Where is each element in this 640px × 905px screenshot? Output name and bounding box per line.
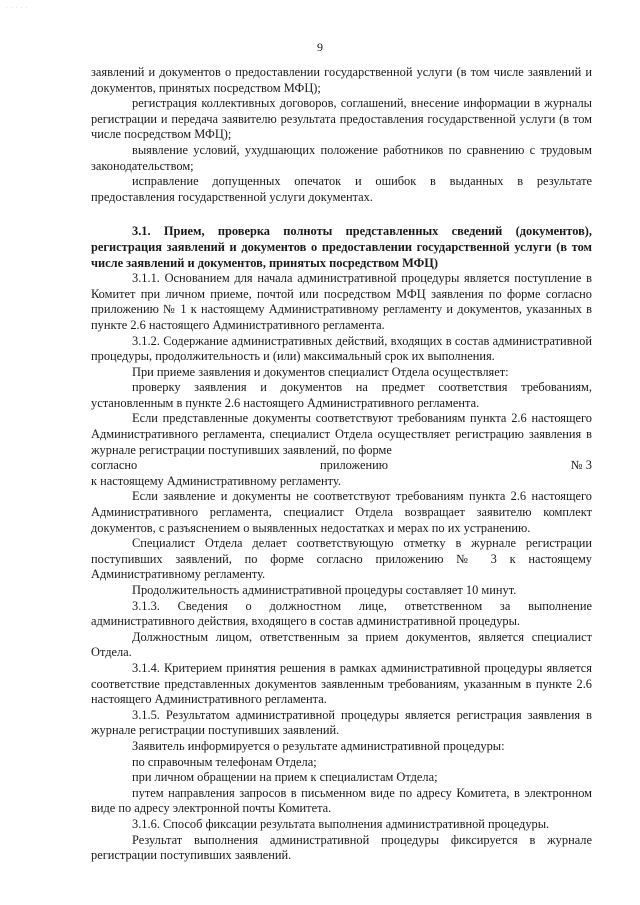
paragraph: выявление условий, ухудшающих положение работников по сравнению с трудовым законодательством;	[91, 142, 592, 173]
paragraph: 3.1.1. Основанием для начала административной процедуры является поступление в Комитет при личном приеме, почтой или посредством МФЦ заявления по форме согласно приложению № 1 к настоящему Административному регламенту и документов, указанных в пункте 2.6 настоящего Административного регламента.	[91, 271, 592, 332]
section-heading: 3.1. Прием, проверка полноты представленных сведений (документов), регистрация заявлений и документов о предоставлении государственной услуги (в том числе заявлений и документов, принятых посредством МФЦ)	[91, 224, 592, 270]
paragraph: при личном обращении на прием к специалистам Отдела;	[132, 770, 438, 785]
paragraph: к настоящему Административному регламенту.	[91, 473, 341, 488]
spread-word: согласно	[91, 458, 138, 473]
paragraph: 3.1.4. Критерием принятия решения в рамках административной процедуры является соответствие представленных документов заявленным требованиям, указанным в пункте 2.6 настоящего Административного регламента.	[91, 660, 592, 707]
page-number: 9	[317, 40, 323, 54]
paragraph: Должностным лицом, ответственным за прием документов, является специалист Отдела.	[91, 629, 592, 660]
paragraph: 3.1.3. Сведения о должностном лице, ответственном за выполнение административного действия, входящего в состав административной процедуры.	[91, 598, 592, 629]
paragraph: 3.1.2. Содержание административных действий, входящих в состав административной процедуры, продолжительность и (или) максимальный срок их выполнения.	[91, 333, 592, 364]
scan-mark: · · · · ·	[6, 6, 29, 11]
paragraph: проверку заявления и документов на предмет соответствия требованиям, установленным в пункте 2.6 настоящего Административного регламента.	[91, 380, 592, 410]
spread-word: приложению	[320, 458, 388, 473]
paragraph: Результат выполнения административной процедуры фиксируется в журнале регистрации поступивших заявлений.	[91, 832, 592, 863]
spread-line	[91, 458, 592, 474]
paragraph: регистрация коллективных договоров, соглашений, внесение информации в журналы регистрации и передача заявителю результата предоставления государственной услуги (в том числе посредством МФЦ);	[91, 96, 592, 142]
spread-word: № 3	[570, 458, 592, 473]
paragraph: по справочным телефонам Отдела;	[132, 754, 317, 769]
paragraph: 3.1.6. Способ фиксации результата выполнения административной процедуры.	[132, 816, 550, 831]
paragraph: Если представленные документы соответствуют требованиям пункта 2.6 настоящего Административного регламента, специалист Отдела осуществляет регистрацию заявления в журнале регистрации поступивших заявлений, по форме	[91, 411, 592, 457]
paragraph: 3.1.5. Результатом административной процедуры является регистрация заявления в журнале регистрации поступивших заявлений.	[91, 707, 592, 738]
paragraph: Если заявление и документы не соответствуют требованиям пункта 2.6 настоящего Административного регламента, специалист Отдела возвращает заявителю комплект документов, с разъяснением о выявленных недостатках и мерах по их устранению.	[91, 489, 592, 535]
paragraph: Заявитель информируется о результате административной процедуры:	[132, 738, 505, 753]
paragraph: заявлений и документов о предоставлении государственной услуги (в том числе заявлений и документов, принятых посредством МФЦ);	[91, 65, 592, 95]
document-body	[91, 65, 592, 864]
paragraph: Продолжительность административной процедуры составляет 10 минут.	[132, 583, 517, 597]
paragraph: Специалист Отдела делает соответствующую отметку в журнале регистрации поступивших заявлений, по форме согласно приложению № 3 к настоящему Административному регламенту.	[91, 536, 592, 582]
paragraph: При приеме заявления и документов специалист Отдела осуществляет:	[132, 364, 509, 379]
paragraph: исправление допущенных опечаток и ошибок в выданных в результате предоставления государственной услуги документах.	[91, 174, 592, 204]
paragraph: путем направления запросов в письменном виде по адресу Комитета, в электронном виде по адресу электронной почты Комитета.	[91, 785, 592, 816]
